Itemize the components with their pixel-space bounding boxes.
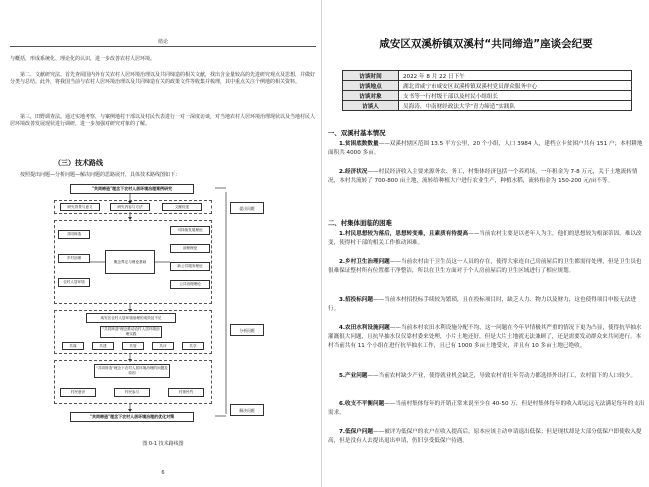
flow-box-co-creation: 共同缔造: [58, 230, 90, 239]
paragraph-text: ——当前本村招投标手续较为繁琐，且在投标项目时，缺乏人力、物力以及财力，这也使得项目申报无法进行。: [328, 297, 636, 312]
table-key: 访谈人: [343, 101, 399, 111]
flow-box-villager-awareness: 村民意识: [60, 388, 96, 397]
paragraph-text: ——当前农村主要是以老年人为主，他们的思想较为根深蒂固，难以改变，使得村干部的相关工作推动困难。: [328, 231, 642, 246]
flow-box-literature: 文献综述: [162, 203, 202, 211]
page-number: 6: [161, 470, 165, 476]
flow-box-rural-governance: 乡村治理: [58, 254, 90, 263]
right-page: [324, 0, 649, 487]
table-value: 2022 年 8 月 22 日下午: [399, 71, 632, 81]
table-row: [343, 71, 632, 81]
paragraph-label: 2.经济状况: [339, 169, 368, 175]
paragraph-label: 4.农田水利设施问题: [339, 325, 390, 331]
paragraph-economy: [328, 168, 646, 186]
figure-caption: 图 0-1 技术路线图: [142, 441, 184, 447]
paragraph-label: 5.产业问题: [339, 373, 368, 379]
flow-box-method: 研究内容与方法: [110, 203, 150, 211]
paragraph-text: ——当前农村由于卫生员这一人员的存在，使得大家连自己房前屋后的卫生都需待处理，但是卫生员也很难保证整村所有位置都干净整洁，所以在卫生方面对于个人房前屋后的卫生区域进行了相应规划。: [328, 259, 642, 274]
section-heading-difficulties: 二、村集体面临的困难: [328, 219, 392, 227]
flow-label-raise-problem: 提出问题: [230, 202, 264, 214]
flow-box-practice: "共同缔造"理念推动农村人居环境治理实践: [100, 326, 162, 338]
flow-box-public-governance: 公共治理理论: [170, 280, 210, 289]
document-title: 咸安区双溪桥镇双溪村“共同缔造”座谈会纪要: [379, 38, 593, 50]
paragraph-label: 6.收支不平衡问题: [339, 401, 385, 407]
flow-box-villager-participation: 村民参与: [114, 388, 150, 397]
paragraph-intro: 与概括，形成系统化、理论化的认识，进一步改善农村人居环境。: [10, 56, 156, 62]
table-key: 访谈地点: [343, 81, 399, 91]
paragraph-mindset: [328, 230, 646, 248]
paragraph-label: 1.村民思想较为落后，思想转变难，且素质有待提高: [339, 231, 469, 237]
paragraph-label: 2.乡村卫生治理问题: [339, 259, 390, 265]
technical-route-intro: 按照提出问题—分析问题—解决问题的思路展开，具体技术路线图如下：: [20, 172, 181, 178]
section-heading-technical-route: （三）技术路线: [54, 159, 103, 167]
table-row: [343, 81, 632, 91]
paragraph-industry: [328, 372, 646, 381]
flow-box-governance-theory: 治理理论: [170, 244, 210, 253]
interview-info-table: [342, 70, 632, 111]
table-key: 访谈时间: [343, 71, 399, 81]
table-value: 湖北省咸宁市咸安区双溪桥镇双溪村党员群众服务中心: [399, 81, 632, 91]
table-value: 吴海涛、中南财经政法大学“青力缔造”实践队: [399, 101, 632, 111]
table-key: 访谈对象: [343, 91, 399, 101]
flow-label-solve-problem: 解决问题: [230, 404, 264, 416]
paragraph-text: ——双溪村辖区范围 13.5 平方公里，20 个小组，人口 3984 人，建档立卡贫困户共有 151 户；本村耕地面积共 4000 多亩。: [328, 141, 643, 156]
paragraph-sanitation: [328, 258, 646, 276]
paragraph-field-method: 第三，田野调查法。通过实地考察，与案例地村干部以及村民代表进行一对一深度访谈，对当地农村人居环境治理现状以及当地村民人居环境改善发展现状进行调研，进一步加强对研究对象的了解。: [10, 114, 316, 127]
paragraph-low-income: [328, 428, 646, 446]
paragraph-text: ——被评为低保户的农户在收入提高后，原本应该主动申请退出低保；但是现状却是大部分低保户即使收入提高，但是没有人去提出退出申请，仍旧享受低保户待遇。: [328, 429, 642, 444]
flow-box-evaluate: 共评: [152, 342, 174, 350]
flow-box-share: 共享: [182, 342, 204, 350]
flow-box-build: 共建: [92, 342, 114, 350]
paragraph-label: 1.贫困底数数量: [339, 141, 379, 147]
flow-box-village-rules: 村规民约: [168, 388, 204, 397]
paragraph-label: 3.招投标问题: [339, 297, 373, 303]
paragraph-text: ——当前村集体每年的开销正常来说至少在 40-50 万，但是村集体每年的收入却远远无法满足每年的支出需求。: [328, 401, 645, 416]
technical-route-flowchart: [50, 182, 268, 426]
flow-research-topic: "共同缔造"理念下农村人居环境治理案例研究: [70, 184, 194, 194]
table-row: [343, 91, 632, 101]
running-header: 绪论: [10, 38, 316, 47]
paragraph-bidding: [328, 296, 646, 314]
flow-box-background: 研究背景与意义: [60, 203, 100, 211]
paragraph-irrigation: [328, 324, 646, 351]
flow-box-sustainable-theory: 可持续发展理论: [170, 226, 210, 235]
flow-label-analyze-problem: 分析问题: [230, 324, 264, 336]
paragraph-text: ——当前农村缺少产业，使得就业机会缺乏，导致农村青壮年劳动力都选择外出打工，农村留下的人口较少。: [367, 373, 636, 379]
left-page: [0, 0, 322, 487]
paragraph-label: 7.低保户问题: [339, 429, 373, 435]
flow-box-rural-environment: 农村人居环境: [58, 278, 90, 287]
paragraph-literature-method: 第二，文献研究法。首先查阅国内外有关农村人居环境治理以及共同缔造的相关文献，找出含金量较高的先进研究观点及思想，并做好分类与总结。此外，将我国当前与农村人居环境治理以及共同缔造有关的政策文件等收集并梳理，其中重点关注个例地的相关资料。: [10, 72, 316, 85]
paragraph-text: ——当前本村农田水利设施分配不均，这一问题在今年旱情极其严重的情况下更为凸显，使得抗旱抽水灌溉很大问题，且抗旱抽水仅仅靠村委来处理，小片土地还好，但是大片土地就无法兼顾了，还是需要发动群众来共同进行。本村当前共有 11 个小组在进行抗旱抽水工作，且已有 1000 多亩土地受灾，并且有 10 多亩土地已绝收。: [328, 325, 642, 349]
paragraph-text: ——村民经济收入主要来源务农、务工，村集体经济包括一个养鸡场，一年租金为 7-8 万元，关于土地流转情况，本村共流转了 700-800 亩土地，流转给种植大户进行农业生产，种植水稻，流转租金为 150-200 元/亩不等。: [328, 169, 638, 184]
flow-box-concept-theory: 概念界定与理论基础: [105, 250, 155, 274]
table-value: 支书等一行村级干部以及村民小组组长: [399, 91, 632, 101]
table-row: [343, 101, 632, 111]
paragraph-budget: [328, 400, 646, 418]
flow-box-effects: 咸安区农村人居环境治理的成效及不足: [86, 313, 176, 323]
flow-box-new-public-service: 新公共服务理论: [170, 262, 210, 271]
flow-box-optimization: "共同缔造"理念下农村人居环境治理的优化对策: [70, 412, 194, 422]
flow-box-manage: 共管: [122, 342, 144, 350]
flow-box-problems: "共同缔造"理念下农村人居环境治理的问题及原因: [94, 364, 170, 378]
paragraph-population: [328, 140, 646, 158]
section-heading-basic-info: 一、双溪村基本情况: [328, 129, 386, 137]
flow-box-plan: 共谋: [62, 342, 84, 350]
